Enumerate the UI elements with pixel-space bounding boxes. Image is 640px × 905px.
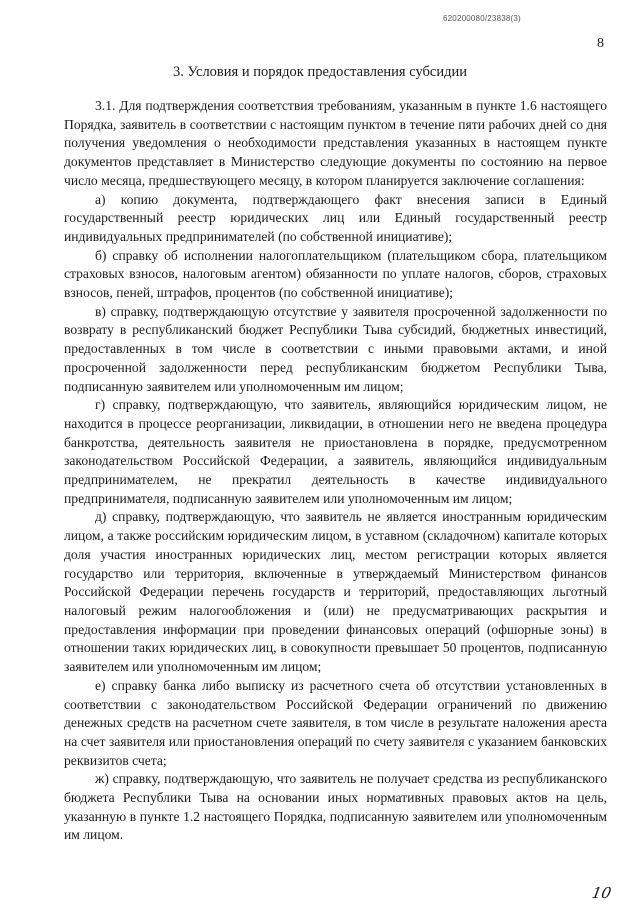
list-item-zh: ж) справку, подтверждающую, что заявитель не получает средства из республиканского бюджета Республики Тыва на основании иных нормативных правовых актов на цель, указанную в пункте 1.2 настоящего Порядка, подписанную заявителем или уполномоченным им лицом. [64,771,607,843]
document-id: 620200080/23838(3) [443,14,521,23]
list-item-d: д) справку, подтверждающую, что заявитель не является иностранным юридическим лицом, а также российским юридическим лицом, в уставном (складочном) капитале которых доля участия иностранных юридических лиц, местом регистрации которых является государство или территория, включенные в утверждаемый Министерством финансов Российской Федерации перечень государств и территорий, предоставляющих льготный налоговый режим налогообложения и (или) не предусматривающих раскрытия и предоставления информации при проведении финансовых операций (офшорные зоны) в отношении таких юридических лиц, в совокупности превышает 50 процентов, подписанную заявителем или уполномоченным им лицом; [64,509,607,675]
handwritten-page-number: 10 [590,884,613,902]
list-item-b: б) справку об исполнении налогоплательщиком (плательщиком сбора, плательщиком страховых взносов, налоговым агентом) обязанности по уплате налогов, сборов, страховых взносов, пеней, штрафов, процентов (по собственной инициативе); [64,247,607,301]
list-item-a: а) копию документа, подтверждающего факт внесения записи в Единый государственный реестр юридических лиц или Единый государственный реестр индивидуальных предпринимателей (по собственной инициативе); [64,191,607,244]
list-item-g: г) справку, подтверждающую, что заявитель, являющийся юридическим лицом, не находится в процессе реорганизации, ликвидации, в отношении него не введена процедура банкротства, деятельность заявителя не приостановлена в порядке, предусмотренном законодательством Российской Федерации, а заявитель, являющийся индивидуальным предпринимателем, не прекратил деятельность в качестве индивидуального предпринимателя, подписанную заявителем или уполномоченным им лицом; [64,397,607,506]
list-item-e: е) справку банка либо выписку из расчетного счета об отсутствии установленных в соответствии с законодательством Российской Федерации ограничений по движению денежных средств на расчетном счете заявителя, в том числе в результате наложения ареста на счет заявителя или приостановления операций по счету заявителя с указанием банковских реквизитов счета; [64,677,607,768]
document-body [64,97,607,845]
paragraph-3-1: 3.1. Для подтверждения соответствия требованиям, указанным в пункте 1.6 настоящего Порядка, заявитель в соответствии с настоящим пунктом в течение пяти рабочих дней со дня получения уведомления о необходимости представления указанных в настоящем пункте документов представляет в Министерство следующие документы по состоянию на первое число месяца, предшествующего месяцу, в котором планируется заключение соглашения: [64,98,607,188]
page-number: 8 [597,36,604,51]
list-item-v: в) справку, подтверждающую отсутствие у заявителя просроченной задолженности по возврату в республиканский бюджет Республики Тыва субсидий, бюджетных инвестиций, предоставленных в том числе в соответствии с иными правовыми актами, и иной просроченной задолженности перед республиканским бюджетом Республики Тыва, подписанную заявителем или уполномоченным им лицом; [64,303,607,394]
section-title: 3. Условия и порядок предоставления субсидии [172,64,467,80]
